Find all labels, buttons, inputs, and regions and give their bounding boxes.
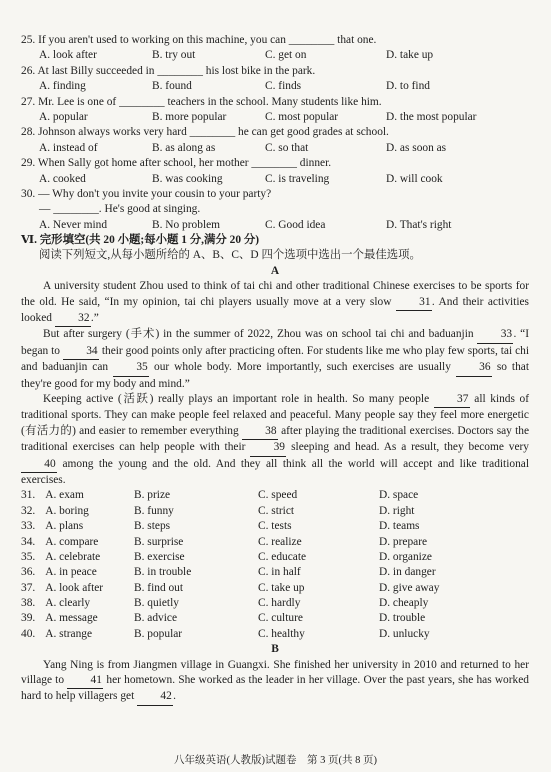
blank-37: 37 bbox=[434, 392, 470, 408]
question-options bbox=[21, 110, 529, 125]
question-stem: 29. When Sally got home after school, her mother ________ dinner. bbox=[21, 157, 332, 170]
choice-a: 35. A. celebrate bbox=[21, 550, 134, 565]
section-title: Ⅵ. 完形填空(共 20 小题;每小题 1 分,满分 20 分) bbox=[21, 234, 260, 247]
choice-row bbox=[21, 611, 529, 626]
choice-c: C. in half bbox=[258, 566, 301, 579]
choice-a: 36. A. in peace bbox=[21, 565, 134, 580]
choice-row bbox=[21, 627, 529, 642]
choice-a: 38. A. clearly bbox=[21, 596, 134, 611]
choice-c: C. realize bbox=[258, 535, 302, 548]
passage-a-label: A bbox=[270, 264, 280, 277]
blank-40: 40 bbox=[21, 457, 57, 473]
choice-number: 37. bbox=[21, 581, 36, 594]
option: C. finds bbox=[265, 80, 302, 93]
blank-33: 33 bbox=[477, 327, 513, 343]
choice-row bbox=[21, 565, 529, 580]
option: A. popular bbox=[39, 110, 88, 123]
choice-number: 39. bbox=[21, 612, 36, 625]
section-instruction: 阅读下列短文,从每小题所给的 A、B、C、D 四个选项中选出一个最佳选项。 bbox=[39, 249, 421, 262]
choice-c: C. healthy bbox=[258, 627, 305, 640]
choice-d: D. unlucky bbox=[379, 627, 430, 640]
choice-c: C. speed bbox=[258, 489, 298, 502]
cloze-choices bbox=[21, 488, 529, 642]
choice-a: 39. A. message bbox=[21, 611, 134, 626]
question-options bbox=[21, 141, 529, 156]
option: D. That's right bbox=[386, 218, 452, 231]
passage-b-label: B bbox=[271, 643, 279, 656]
choice-number: 33. bbox=[21, 520, 36, 533]
question bbox=[21, 33, 529, 64]
passage-a-paragraph-3: Keeping active (活跃) really plays an important role in health. So many people 37 all kinds of traditional sports. They can make people feel relaxed and peaceful. Many people say they feel more energetic (有活力的) and easier to remember everything 38 after playing the traditional exercises. Doctors say the traditional exercises can help people with their 39 sleeping and head. As a result, they become very 40 among the young and the old. And they all think all the world will accept and like traditional exercises. bbox=[21, 392, 529, 486]
option: B. found bbox=[152, 80, 192, 93]
choice-a: 40. A. strange bbox=[21, 627, 134, 642]
option: D. to find bbox=[386, 80, 430, 93]
blank-31: 31 bbox=[396, 295, 432, 311]
question-stem: 28. Johnson always works very hard ________ he can get good grades at school. bbox=[21, 126, 389, 139]
option: A. instead of bbox=[39, 141, 98, 154]
question-stem: 25. If you aren't used to working on this machine, you can ________ that one. bbox=[21, 34, 377, 46]
choice-d: D. trouble bbox=[379, 612, 426, 625]
choice-b: B. in trouble bbox=[134, 566, 192, 579]
blank-42: 42 bbox=[137, 689, 173, 705]
choice-number: 35. bbox=[21, 550, 36, 563]
choice-a: 34. A. compare bbox=[21, 535, 134, 550]
choice-b: B. quietly bbox=[134, 597, 179, 610]
option: A. look after bbox=[39, 49, 97, 62]
choice-b: B. advice bbox=[134, 612, 178, 625]
choice-row bbox=[21, 581, 529, 596]
choice-d: D. right bbox=[379, 504, 415, 517]
choice-number: 32. bbox=[21, 504, 36, 517]
choice-row bbox=[21, 535, 529, 550]
option: B. No problem bbox=[152, 218, 221, 231]
passage-a-paragraph-2: But after surgery (手术) in the summer of 2022, Zhou was on school tai chi and baduanjin 33. “I began to 34 their good points only after practicing often. For students like me who play few sports, tai chi and baduanjin can 35 our whole body. More importantly, such exercises are usually 36 so that they're good for my body and mind.” bbox=[21, 328, 529, 390]
question-options bbox=[21, 172, 529, 187]
blank-38: 38 bbox=[242, 424, 278, 440]
question-options bbox=[21, 218, 529, 233]
choice-a: 33. A. plans bbox=[21, 519, 134, 534]
question-stem-line-2: — ________. He's good at singing. bbox=[39, 203, 201, 216]
question bbox=[21, 156, 529, 187]
question bbox=[21, 95, 529, 126]
choice-b: B. find out bbox=[134, 581, 184, 594]
choice-b: B. popular bbox=[134, 627, 183, 640]
choice-c: C. hardly bbox=[258, 597, 301, 610]
choice-b: B. funny bbox=[134, 504, 174, 517]
choice-d: D. teams bbox=[379, 520, 420, 533]
page-footer: 八年级英语(人教版)试题卷 第 3 页(共 8 页) bbox=[174, 754, 377, 766]
blank-35: 35 bbox=[113, 360, 149, 376]
question bbox=[21, 64, 529, 95]
choice-c: C. culture bbox=[258, 612, 303, 625]
choice-d: D. organize bbox=[379, 550, 432, 563]
choice-a: 32. A. boring bbox=[21, 504, 134, 519]
option: D. will cook bbox=[386, 172, 443, 185]
question-options bbox=[21, 79, 529, 94]
choice-d: D. cheaply bbox=[379, 597, 429, 610]
choice-row bbox=[21, 596, 529, 611]
option: A. Never mind bbox=[39, 218, 108, 231]
question-stem: 30. — Why don't you invite your cousin to your party? bbox=[21, 187, 272, 200]
choice-row bbox=[21, 519, 529, 534]
choice-number: 31. bbox=[21, 489, 36, 502]
choice-c: C. strict bbox=[258, 504, 295, 517]
question-options bbox=[21, 48, 529, 63]
choice-number: 38. bbox=[21, 597, 36, 610]
choice-d: D. in danger bbox=[379, 566, 436, 579]
choice-b: B. steps bbox=[134, 520, 171, 533]
option: A. cooked bbox=[39, 172, 86, 185]
choice-b: B. prize bbox=[134, 489, 171, 502]
passage-b-paragraph-1: Yang Ning is from Jiangmen village in Guangxi. She finished her university in 2010 and returned to her village to 41 her hometown. She worked as the leader in her village. Over the past years, she has worked hard to help villagers get 42. bbox=[21, 658, 529, 706]
option: D. as soon as bbox=[386, 141, 447, 154]
option: C. so that bbox=[265, 141, 309, 154]
passage-a-paragraph-1: A university student Zhou used to think of tai chi and other traditional Chinese exercises to be sports for the old. He said, “In my opinion, tai chi players usually move at a very slow 31. And their activities looked 32.” bbox=[21, 279, 529, 327]
option: C. Good idea bbox=[265, 218, 326, 231]
choice-c: C. tests bbox=[258, 520, 292, 533]
option: D. the most popular bbox=[386, 110, 477, 123]
multiple-choice-section bbox=[21, 0, 529, 233]
choice-d: D. give away bbox=[379, 581, 440, 594]
blank-36: 36 bbox=[456, 360, 492, 376]
choice-d: D. space bbox=[379, 489, 419, 502]
choice-d: D. prepare bbox=[379, 535, 428, 548]
option: B. was cooking bbox=[152, 172, 223, 185]
question-stem: 27. Mr. Lee is one of ________ teachers in the school. Many students like him. bbox=[21, 95, 382, 108]
choice-c: C. take up bbox=[258, 581, 305, 594]
blank-39: 39 bbox=[250, 440, 286, 456]
option: C. is traveling bbox=[265, 172, 330, 185]
option: A. finding bbox=[39, 80, 86, 93]
choice-c: C. educate bbox=[258, 550, 307, 563]
blank-34: 34 bbox=[63, 344, 99, 360]
option: B. try out bbox=[152, 49, 196, 62]
question bbox=[21, 187, 529, 233]
question bbox=[21, 125, 529, 156]
question-stem: 26. At last Billy succeeded in ________ his lost bike in the park. bbox=[21, 64, 316, 77]
choice-b: B. surprise bbox=[134, 535, 184, 548]
option: B. more popular bbox=[152, 110, 227, 123]
option: C. most popular bbox=[265, 110, 339, 123]
choice-row bbox=[21, 550, 529, 565]
choice-number: 40. bbox=[21, 627, 36, 640]
blank-41: 41 bbox=[67, 673, 103, 689]
option: C. get on bbox=[265, 49, 307, 62]
choice-b: B. exercise bbox=[134, 550, 185, 563]
option: B. as along as bbox=[152, 141, 216, 154]
choice-row bbox=[21, 504, 529, 519]
option: D. take up bbox=[386, 49, 434, 62]
blank-32: 32 bbox=[55, 311, 91, 327]
choice-a: 37. A. look after bbox=[21, 581, 134, 596]
choice-row bbox=[21, 488, 529, 503]
choice-number: 36. bbox=[21, 566, 36, 579]
choice-number: 34. bbox=[21, 535, 36, 548]
choice-a: 31. A. exam bbox=[21, 488, 134, 503]
